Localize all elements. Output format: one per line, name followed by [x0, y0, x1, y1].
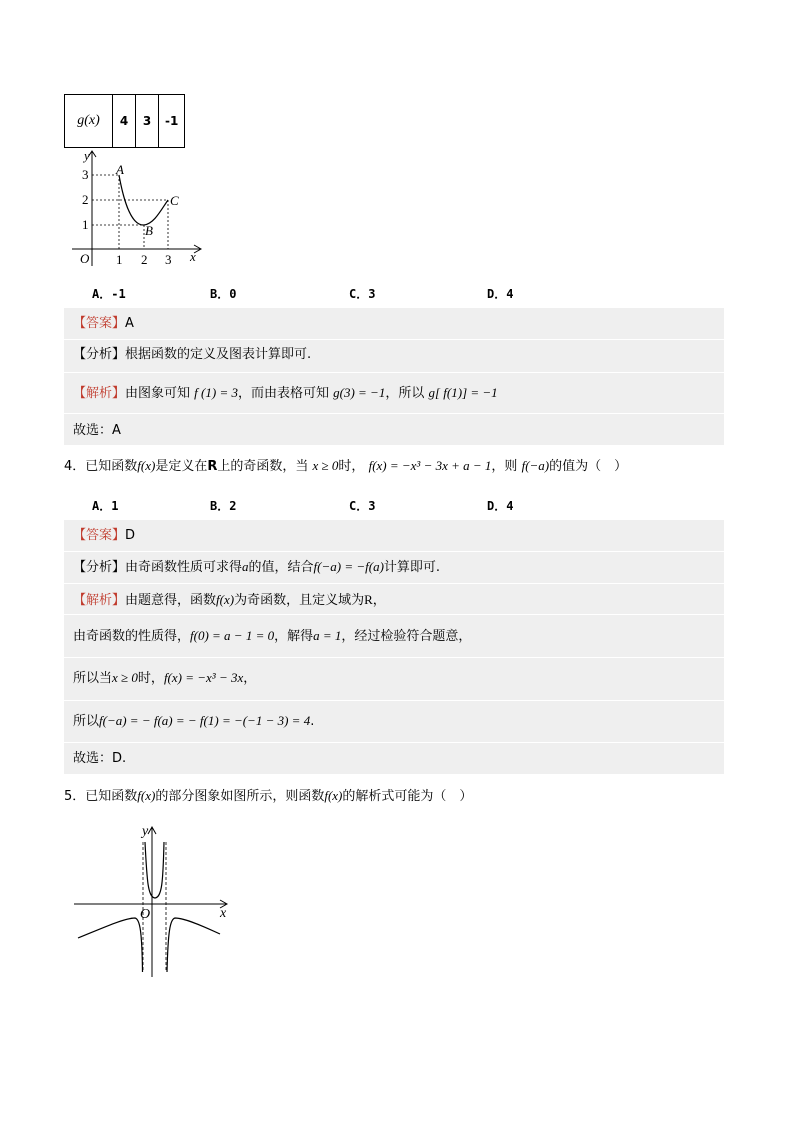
question-4-stem: 4．已知函数f(x)是定义在R上的奇函数，当 x ≥ 0时， f(x) = −x³ − 3x + a − 1，则 f(−a)的值为（ ） [64, 458, 628, 474]
answer-line [73, 314, 134, 334]
table-cell: -1 [159, 95, 185, 148]
solution-line: 【解析】由题意得，函数f(x)为奇函数，且定义域为R， [73, 592, 386, 608]
solution-line: 【解析】由图象可知 f (1) = 3，而由表格可知 g(3) = −1，所以 g[ f(1)] = −1 [73, 385, 498, 401]
function-graph-2 [70, 822, 235, 982]
x-label: x [190, 249, 196, 264]
point-label-c: C [170, 193, 179, 208]
analysis-line [73, 345, 311, 365]
answer-line [73, 526, 135, 546]
answer-tag: 【答案】 [73, 316, 126, 331]
origin-label: O [80, 251, 90, 266]
y-tick-label: 2 [82, 192, 89, 207]
option-d: D．4 [487, 287, 514, 301]
curve-middle-branch [145, 842, 164, 898]
solution-tag: 【解析】 [73, 593, 126, 608]
solution-line: 所以当x ≥ 0时，f(x) = −x³ − 3x， [73, 670, 257, 686]
table-label: g(x) [65, 95, 113, 148]
option-a: A．-1 [92, 287, 126, 301]
option-d: D．4 [487, 499, 514, 513]
y-label: y [142, 824, 149, 839]
option-c: C．3 [349, 499, 376, 513]
y-tick-label: 3 [82, 167, 89, 182]
answer-tag: 【答案】 [73, 528, 126, 543]
analysis-tag: 【分析】 [73, 560, 126, 575]
x-label: x [220, 906, 227, 921]
point-label-b: B [145, 223, 153, 238]
solution-tag: 【解析】 [73, 386, 126, 401]
analysis-line: 【分析】由奇函数性质可求得a的值，结合f(−a) = −f(a)计算即可. [73, 559, 441, 575]
choice-line: 故选：A [73, 423, 121, 438]
math-expr: g[ f(1)] = −1 [428, 385, 498, 400]
option-a: A．1 [92, 499, 119, 513]
function-graph-1 [64, 148, 214, 273]
option-c: C．3 [349, 287, 376, 301]
curve-left-branch [78, 918, 143, 972]
y-tick-label: 1 [82, 217, 89, 232]
solution-line: 由奇函数的性质得，f(0) = a − 1 = 0，解得a = 1，经过检验符合题意， [73, 628, 472, 644]
answer-value: A [125, 316, 134, 331]
option-b: B．2 [210, 499, 237, 513]
question-5-stem: 5．已知函数f(x)的部分图象如图所示，则函数f(x)的解析式可能为（ ） [64, 788, 473, 804]
table-cell: 3 [136, 95, 159, 148]
analysis-text: 根据函数的定义及图表计算即可. [125, 347, 312, 362]
option-b: B．0 [210, 287, 237, 301]
math-expr: f (1) = 3 [194, 385, 238, 400]
choice-line: 故选：D. [73, 751, 127, 766]
answer-block-q3 [64, 308, 724, 445]
x-tick-label: 2 [141, 252, 148, 267]
gx-table [64, 94, 185, 148]
math-expr: g(3) = −1 [333, 385, 386, 400]
y-label: y [84, 148, 90, 163]
analysis-tag: 【分析】 [73, 347, 126, 362]
answer-value: D [125, 528, 136, 543]
x-tick-label: 3 [165, 252, 172, 267]
curve-right-branch [167, 918, 220, 972]
origin-label: O [140, 907, 151, 922]
x-tick-label: 1 [116, 252, 123, 267]
table-cell: 4 [113, 95, 136, 148]
solution-line: 所以f(−a) = − f(a) = − f(1) = −(−1 − 3) = 4. [73, 713, 315, 729]
point-label-a: A [116, 162, 124, 177]
